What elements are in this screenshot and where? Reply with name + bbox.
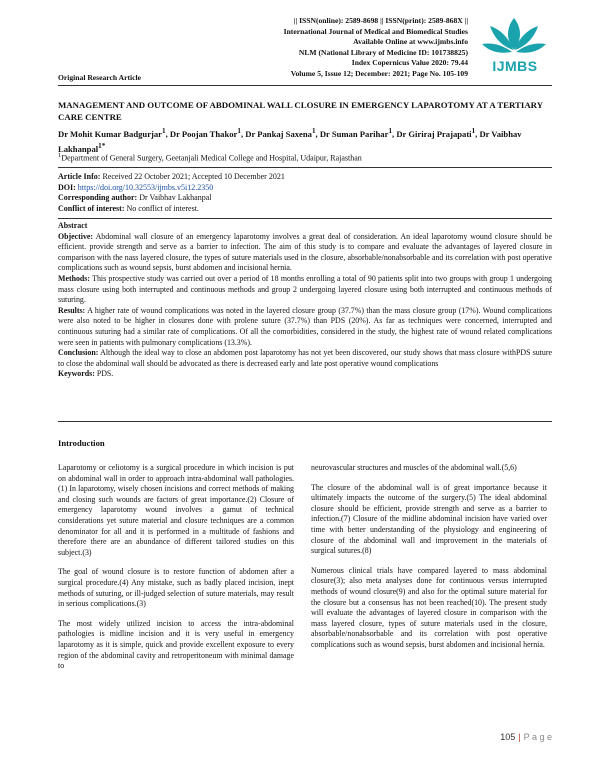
- page-number: 105: [500, 732, 516, 742]
- author: Dr Vaibhav Lakhanpal: [58, 128, 522, 154]
- article-type: Original Research Article: [58, 73, 141, 82]
- page-footer: [500, 732, 552, 742]
- paragraph: The closure of the abdominal wall is of great importance because it ultimately impacts the outcome of the surgery.(5) The ideal abdominal closure should be efficient, provide strength and serve as a barrier to infection.(7) Closure of the midline abdominal incision have varied over time with better understanding of the physiology and engineering of closure of the abdominal wall and improvement in the materials of surgical sutures.(8): [311, 482, 547, 556]
- page-word: P a g e: [523, 732, 552, 742]
- copernicus-line: Index Copernicus Value 2020: 79.44: [351, 58, 468, 68]
- paragraph: The goal of wound closure is to restore function of abdomen after a surgical procedure.(4) Any mistake, such as badly placed incision, inept methods of suturing, or ill-judged selection of suture materials, may result in serious complications.(3): [58, 567, 294, 609]
- journal-name: International Journal of Medical and Biomedical Studies: [283, 26, 468, 36]
- author: Dr Poojan Thakor: [169, 128, 238, 139]
- paragraph: Numerous clinical trials have compared layered to mass abdominal closure(3); also meta analyses done for continuous versus interrupted methods of wound closure(9) and also for the optimal suture material for the closure but a consensus has not been reached(10). The present study will evaluate the advantages of layered closure in comparison with the mass layered closure, types of suture materials used in the closure, absorbable/nonabsorbable and its correlation with post operative complications such as wound sepsis, burst abdomen and incisional hernia.: [311, 565, 547, 649]
- logo-text: IJMBS: [492, 58, 538, 74]
- abstract-results: A higher rate of wound complications was noted in the layered closure group (37.7%) than the mass closure group (17%). Wound complications were also noted to be higher in closures done with prolene suture (37.7%) than PDS (20%). As far as techniques were concerned, interrupted and continuous suturing had a similar rate of complications. Of all the comorbidities, considered in the study, the highest rate of wound related complications were seen in patients with pulmonary complications (13.3%).: [58, 305, 552, 347]
- author: Dr Suman Parihar: [319, 128, 389, 139]
- issn-line: || ISSN(online): 2589-8698 || ISSN(print): 2589-868X ||: [293, 16, 468, 25]
- body-column-right: [311, 463, 547, 660]
- affiliation: $^1$Department of General Surgery, Geetanjali Medical College and Hospital, Udaipur, Rajasthan: [58, 152, 362, 163]
- paragraph: neurovascular structures and muscles of the abdominal wall.(5,6): [311, 463, 517, 472]
- footer-separator: |: [518, 732, 521, 742]
- author-list: Dr Mohit Kumar Badgurjar$^1$, Dr Poojan Thakor$^1$, Dr Pankaj Saxena$^1$, Dr Suman Parihar$^1$, Dr Giriraj Prajapati$^1$, Dr Vaibhav Lakhanpal$^{1*}$: [58, 127, 522, 154]
- online-line: Available Online at www.ijmbs.info: [353, 37, 468, 47]
- author: Dr Mohit Kumar Badgurjar: [58, 128, 162, 139]
- info-divider: [58, 218, 552, 219]
- volume-line: Volume 5, Issue 12; December: 2021; Page No. 105-109: [290, 68, 468, 78]
- abstract: Abstract Objective: Abdominal wall closure of an emergency laparotomy involves a great deal of consideration. An ideal laparotomy wound closure should be efficient. provide strength and serve as a barrier to infection. The aim of this study is to compare and evaluate the advantages of layered closure in comparison with the nass layered closure, the types of suture materials used in the closure, absorbable/nonabsorbable and its correlation with post operative complications such as wound sepsis, burst abdomen and incisional hernia. Methods: This prospective study was carried out over a period of 18 months enrolling a total of 90 patients split into two groups with group 1 undergoing mass closure using both interrupted and continuous methods and group 2 undergoing layered closure using both interrupted and continuous methods of suturing. Results: A higher rate of wound complications was noted in the layered closure group (37.7%) than the mass closure group (17%). Wound complications were also noted to be higher in closures done with prolene suture (37.7%) than PDS (20%). As far as techniques were concerned, interrupted and continuous suturing had a similar rate of complications. Of all the comorbidities, considered in the study, the highest rate of wound related complications were seen in patients with pulmonary complications (13.3%). Conclusion: Although the ideal way to close an abdomen post laparotomy has not yet been discovered, our study shows that mass closure withPDS suture to close the abdominal wall should be advocated as there is decreased early and late post operative wound complications Keywords: PDS.: [58, 221, 552, 379]
- journal-header: [138, 16, 468, 80]
- abstract-methods: This prospective study was carried out over a period of 18 months enrolling a total of 90 patients split into two groups with group 1 undergoing mass closure using both interrupted and continuous methods and group 2 undergoing layered closure using both interrupted and continuous methods of suturing.: [58, 273, 552, 305]
- affiliation-divider: [58, 167, 552, 168]
- author: Dr Pankaj Saxena: [245, 128, 312, 139]
- paper-title: MANAGEMENT AND OUTCOME OF ABDOMINAL WALL CLOSURE IN EMERGENCY LAPAROTOMY AT A TERTIARY CARE CENTRE: [58, 100, 543, 122]
- nlm-line: NLM (National Library of Medicine ID: 101738825): [298, 47, 468, 57]
- abstract-objective: Abdominal wall closure of an emergency laparotomy involves a great deal of consideration. An ideal laparotomy wound closure should be efficient. provide strength and serve as a barrier to infection. The aim of this study is to compare and evaluate the advantages of layered closure in comparison with the nass layered closure, the types of suture materials used in the closure, absorbable/nonabsorbable and its correlation with post operative complications such as wound sepsis, burst abdomen and incisional hernia.: [58, 231, 552, 273]
- doi-link[interactable]: https://doi.org/10.32553/ijmbs.v5i12.2350: [77, 182, 214, 192]
- article-info: Article Info: Received 22 October 2021; Accepted 10 December 2021 DOI: https://doi.org/10.32553/ijmbs.v5i12.2350 Corresponding author: Dr Vaibhav Lakhanpal Conflict of interest: No conflict of interest.: [58, 172, 285, 213]
- paragraph: Laparotomy or celiotomy is a surgical procedure in which incision is put on abdominal wall in order to approach intra-abdominal wall pathologies.(1) In laparotomy, wisely chosen incisions and correct methods of making and closing such wounds are factors of great importance.(2) Closure of emergency laparotomy wound involves a gamut of technical considerations yet suture material and closure techniques are a common denominator for all and it is performed in a multitude of fashions and therefore there are an abundance of different tailored studies on this subject.(3): [58, 463, 294, 557]
- body-column-left: [58, 463, 294, 681]
- abstract-conclusion: Although the ideal way to close an abdomen post laparotomy has not yet been discovered, our study shows that mass closure withPDS suture to close the abdominal wall should be advocated as there is decreased early and late post operative wound complications: [58, 348, 552, 368]
- section-heading: Introduction: [58, 438, 105, 448]
- abstract-keywords: PDS.: [96, 369, 114, 379]
- abstract-divider: [58, 421, 552, 422]
- header-divider: [58, 85, 552, 86]
- author: Dr Giriraj Prajapati: [396, 128, 472, 139]
- paragraph: The most widely utilized incision to access the intra-abdominal pathologies is midline incision and it is very useful in emergency laparotomy as it is simple, quick and provide excellent exposure to every region of the abdominal cavity and retroperitoneum with minimal damage to: [58, 618, 294, 671]
- abstract-heading: Abstract: [58, 221, 88, 230]
